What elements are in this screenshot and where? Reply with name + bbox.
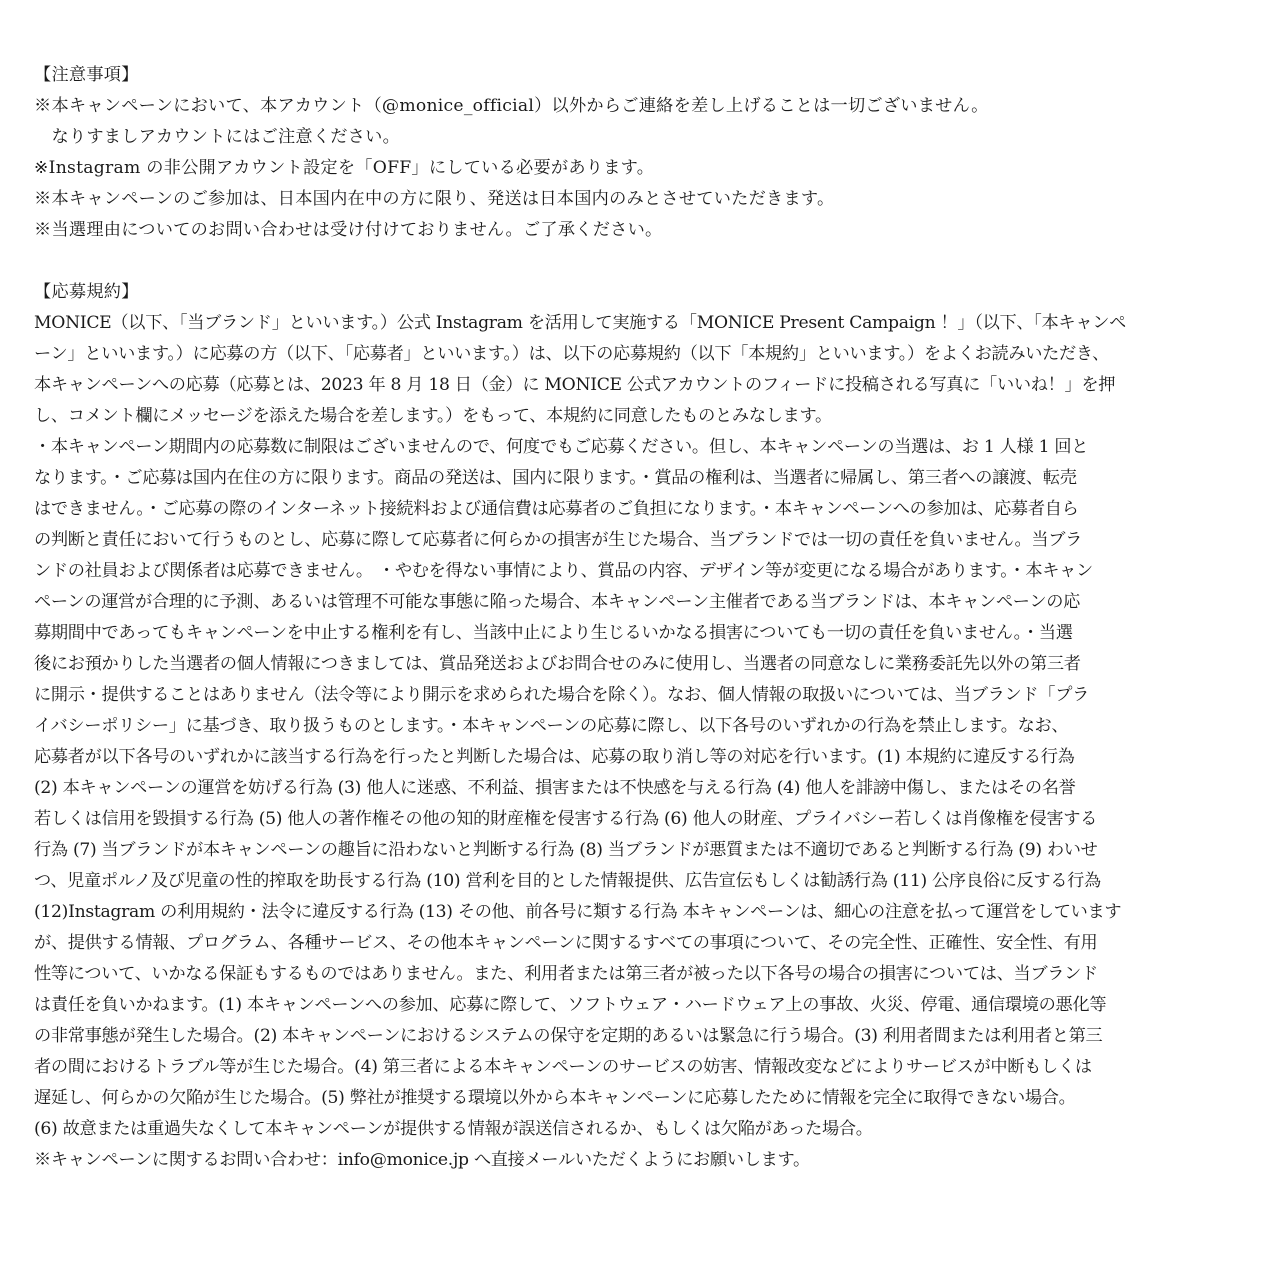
terms-line: 性等について、いかなる保証もするものではありません。また、利用者または第三者が被った以下各号の場合の損害については、当ブランド [34,964,1098,984]
notice-line: ※本キャンペーンのご参加は、日本国内在中の方に限り、発送は日本国内のみとさせていただきます。 [34,189,835,209]
terms-line: 行為 (7) 当ブランドが本キャンペーンの趣旨に沿わないと判断する行為 (8) 当ブランドが悪質または不適切であると判断する行為 (9) わいせ [34,840,1098,860]
terms-line: し、コメント欄にメッセージを添えた場合を差します。）をもって、本規約に同意したものとみなします。 [34,406,832,426]
terms-line: の判断と責任において行うものとし、応募に際して応募者に何らかの損害が生じた場合、当ブランドでは一切の責任を負いません。当ブラ [34,530,1083,550]
terms-line: ンドの社員および関係者は応募できません。 ・やむを得ない事情により、賞品の内容、デザイン等が変更になる場合があります。・本キャン [34,561,1093,581]
terms-line: が、提供する情報、プログラム、各種サービス、その他本キャンペーンに関するすべての事項について、その完全性、正確性、安全性、有用 [34,933,1098,953]
terms-line: 後にお預かりした当選者の個人情報につきましては、賞品発送およびお問合せのみに使用し、当選者の同意なしに業務委託先以外の第三者 [34,654,1081,674]
terms-line: (2) 本キャンペーンの運営を妨げる行為 (3) 他人に迷惑、不利益、損害または不快感を与える行為 (4) 他人を誹謗中傷し、またはその名誉 [34,778,1076,798]
terms-line: に開示・提供することはありません（法令等により開示を求められた場合を除く）。なお、個人情報の取扱いについては、当ブランド「プラ [34,685,1089,705]
contact-line: ※キャンペーンに関するお問い合わせ：info@monice.jp へ直接メールいただくようにお願いします。 [34,1150,810,1170]
terms-line: (12)Instagram の利用規約・法令に違反する行為 (13) その他、前各号に類する行為 本キャンペーンは、細心の注意を払って運営をしています [34,902,1122,922]
terms-line: イバシーポリシー」に基づき、取り扱うものとします。・本キャンペーンの応募に際し、以下各号のいずれかの行為を禁止します。なお、 [34,716,1069,736]
notice-heading: 【注意事項】 [34,65,139,85]
terms-line: は責任を負いかねます。(1) 本キャンペーンへの参加、応募に際して、ソフトウェア・ハードウェア上の事故、火災、停電、通信環境の悪化等 [34,995,1107,1015]
terms-line: MONICE（以下、「当ブランド」といいます。）公式 Instagram を活用して実施する「MONICE Present Campaign ！」（以下、「本キャンペ [34,313,1126,333]
notice-line: ※当選理由についてのお問い合わせは受け付けておりません。ご了承ください。 [34,220,663,240]
notice-line: ※本キャンペーンにおいて、本アカウント（@monice_official）以外からご連絡を差し上げることは一切ございません。 [34,96,989,116]
terms-line: の非常事態が発生した場合。(2) 本キャンペーンにおけるシステムの保守を定期的あるいは緊急に行う場合。(3) 利用者間または利用者と第三 [34,1026,1103,1046]
terms-heading: 【応募規約】 [34,282,139,302]
terms-line: ーン」といいます。）に応募の方（以下、「応募者」といいます。）は、以下の応募規約（以下「本規約」といいます。）をよくお読みいただき、 [34,344,1110,364]
terms-line: 応募者が以下各号のいずれかに該当する行為を行ったと判断した場合は、応募の取り消し等の対応を行います。(1) 本規約に違反する行為 [34,747,1075,767]
campaign-terms-document [34,60,1270,1176]
terms-line: 本キャンペーンへの応募（応募とは、2023 年 8 月 18 日（金）に MONICE 公式アカウントのフィードに投稿される写真に「いいね！」を押 [34,375,1116,395]
terms-line: はできません。・ご応募の際のインターネット接続料および通信費は応募者のご負担になります。・本キャンペーンへの参加は、応募者自ら [34,499,1079,519]
terms-line: 若しくは信用を毀損する行為 (5) 他人の著作権その他の知的財産権を侵害する行為 (6) 他人の財産、プライバシー若しくは肖像権を侵害する [34,809,1098,829]
terms-line: ペーンの運営が合理的に予測、あるいは管理不可能な事態に陥った場合、本キャンペーン主催者である当ブランドは、本キャンペーンの応 [34,592,1080,612]
notice-line: ※Instagram の非公開アカウント設定を「OFF」にしている必要があります。 [34,158,655,178]
terms-line: なります。・ご応募は国内在住の方に限ります。商品の発送は、国内に限ります。・賞品の権利は、当選者に帰属し、第三者への譲渡、転売 [34,468,1077,488]
terms-line: 募期間中であってもキャンペーンを中止する権利を有し、当該中止により生じるいかなる損害についても一切の責任を負いません。・当選 [34,623,1073,643]
terms-line: 遅延し、何らかの欠陥が生じた場合。(5) 弊社が推奨する環境以外から本キャンペーンに応募したために情報を完全に取得できない場合。 [34,1088,1076,1108]
notice-line: なりすましアカウントにはご注意ください。 [34,127,401,147]
terms-line: つ、児童ポルノ及び児童の性的搾取を助長する行為 (10) 営利を目的とした情報提供、広告宣伝もしくは勧誘行為 (11) 公序良俗に反する行為 [34,871,1101,891]
terms-line: (6) 故意または重過失なくして本キャンペーンが提供する情報が誤送信されるか、もしくは欠陥があった場合。 [34,1119,873,1139]
terms-line: ・本キャンペーン期間内の応募数に制限はございませんので、何度でもご応募ください。但し、本キャンペーンの当選は、お 1 人様 1 回と [34,437,1089,457]
section-spacer [34,246,1270,277]
terms-line: 者の間におけるトラブル等が生じた場合。(4) 第三者による本キャンペーンのサービスの妨害、情報改変などによりサービスが中断もしくは [34,1057,1092,1077]
